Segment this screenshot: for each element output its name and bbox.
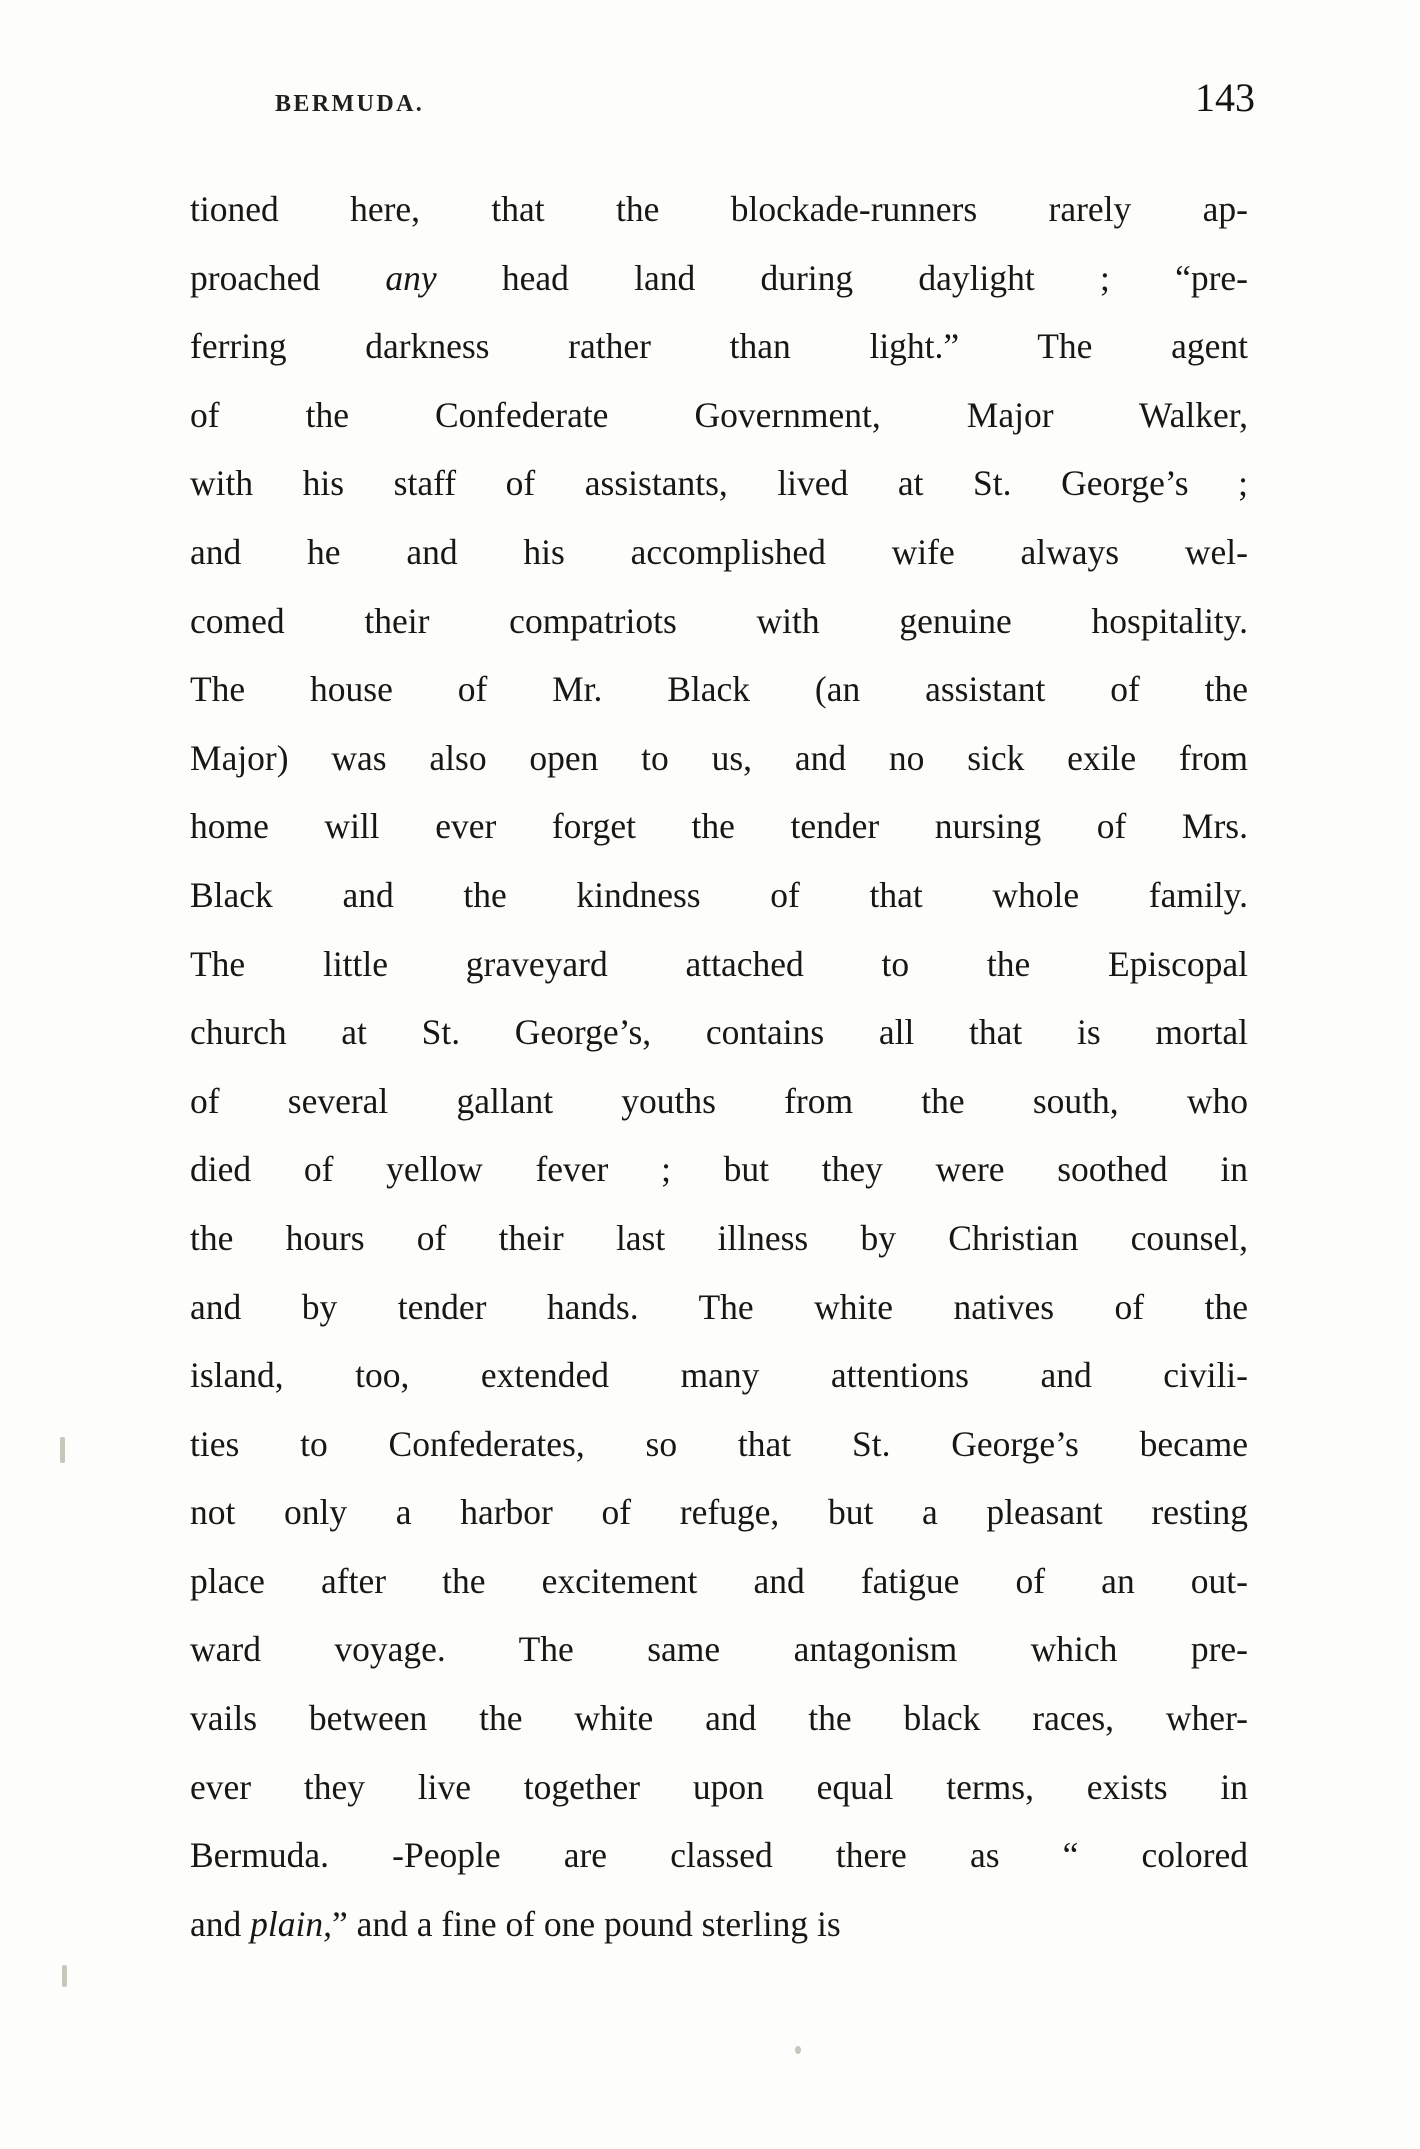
text-line: tioned here, that the blockade-runners rarely ap- <box>190 189 1248 229</box>
text-line: and plain,” and a fine of one pound sterling is <box>190 1903 841 1944</box>
scan-artifact <box>62 1965 67 1987</box>
text-line: of several gallant youths from the south, who <box>190 1080 1248 1121</box>
text-line: The house of Mr. Black (an assistant of the <box>190 669 1248 710</box>
text-line: of the Confederate Government, Major Walker, <box>190 394 1248 435</box>
text-line: Black and the kindness of that whole family. <box>190 874 1248 915</box>
paragraph-continued <box>190 175 1248 1958</box>
running-head: BERMUDA. <box>275 91 425 117</box>
text-line: ward voyage. The same antagonism which pre- <box>190 1629 1248 1670</box>
body-text <box>190 175 1248 1958</box>
text-line: with his staff of assistants, lived at St. George’s ; <box>190 463 1248 504</box>
text-line: vails between the white and the black races, wher- <box>190 1698 1248 1739</box>
text-line: the hours of their last illness by Christian counsel, <box>190 1217 1248 1258</box>
text-line: Bermuda. -People are classed there as “ colored <box>190 1835 1248 1876</box>
text-line: place after the excitement and fatigue of an out- <box>190 1560 1248 1601</box>
text-line: ever they live together upon equal terms, exists in <box>190 1766 1248 1807</box>
text-line: and he and his accomplished wife always wel- <box>190 531 1248 572</box>
scan-artifact <box>795 2046 801 2054</box>
text-line: ferring darkness rather than light.” The agent <box>190 326 1248 367</box>
text-line: comed their compatriots with genuine hospitality. <box>190 600 1248 641</box>
scan-artifact <box>60 1437 65 1463</box>
text-line: ties to Confederates, so that St. George’s became <box>190 1423 1248 1464</box>
text-line: proached any head land during daylight ; “pre- <box>190 257 1249 298</box>
text-line: church at St. George’s, contains all that is mortal <box>190 1012 1248 1053</box>
text-line: home will ever forget the tender nursing of Mrs. <box>190 806 1248 847</box>
text-line: not only a harbor of refuge, but a pleasant resting <box>190 1492 1248 1533</box>
text-line: Major) was also open to us, and no sick exile from <box>190 737 1248 778</box>
page-number: 143 <box>1195 75 1255 120</box>
text-line: The little graveyard attached to the Episcopal <box>190 943 1248 984</box>
page-header <box>185 75 1255 124</box>
text-line: island, too, extended many attentions and civili- <box>190 1355 1248 1396</box>
text-line: died of yellow fever ; but they were soothed in <box>190 1149 1248 1190</box>
text-line: and by tender hands. The white natives of the <box>190 1286 1248 1327</box>
